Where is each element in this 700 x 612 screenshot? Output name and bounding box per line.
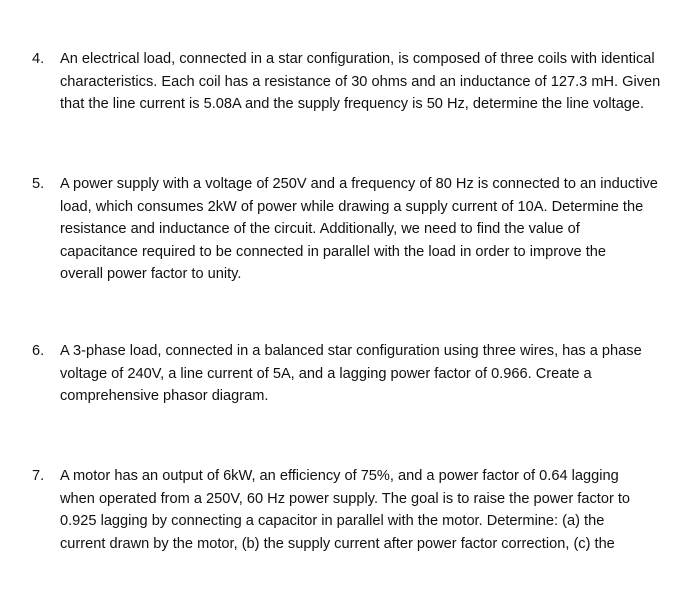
question-line: comprehensive phasor diagram. xyxy=(60,388,269,404)
question-line: An electrical load, connected in a star configuration, is composed of three coils with identical xyxy=(60,51,655,67)
question-6 xyxy=(32,340,672,408)
question-line: capacitance required to be connected in parallel with the load in order to improve the xyxy=(60,243,606,260)
question-number: 6. xyxy=(32,343,45,359)
question-text xyxy=(60,173,672,286)
question-line: A motor has an output of 6kW, an efficiency of 75%, and a power factor of 0.64 lagging xyxy=(60,468,619,484)
question-text xyxy=(60,48,672,116)
question-line: 0.925 lagging by connecting a capacitor in parallel with the motor. Determine: (a) the xyxy=(60,513,605,529)
question-line: when operated from a 250V, 60 Hz power supply. The goal is to raise the power factor to xyxy=(60,490,631,507)
question-line: A 3-phase load, connected in a balanced star configuration using three wires, has a phase xyxy=(60,343,642,359)
question-text xyxy=(60,465,672,555)
question-line: current drawn by the motor, (b) the supply current after power factor correction, (c) the xyxy=(60,535,615,552)
question-line: load, which consumes 2kW of power while drawing a supply current of 10A. Determine the xyxy=(60,198,644,215)
question-line: overall power factor to unity. xyxy=(60,266,242,282)
question-line: characteristics. Each coil has a resistance of 30 ohms and an inductance of 127.3 mH. Given xyxy=(60,73,661,90)
question-line: that the line current is 5.08A and the supply frequency is 50 Hz, determine the line voltage. xyxy=(60,96,645,112)
question-number: 5. xyxy=(32,176,45,192)
question-line: voltage of 240V, a line current of 5A, and a lagging power factor of 0.966. Create a xyxy=(60,365,592,382)
question-number: 4. xyxy=(32,51,45,67)
question-7 xyxy=(32,465,672,555)
question-number: 7. xyxy=(32,468,45,484)
question-5 xyxy=(32,173,672,286)
question-4 xyxy=(32,48,672,116)
question-line: resistance and inductance of the circuit. Additionally, we need to find the value of xyxy=(60,221,580,237)
question-line: A power supply with a voltage of 250V and a frequency of 80 Hz is connected to an inductive xyxy=(60,176,658,192)
question-text xyxy=(60,340,672,408)
